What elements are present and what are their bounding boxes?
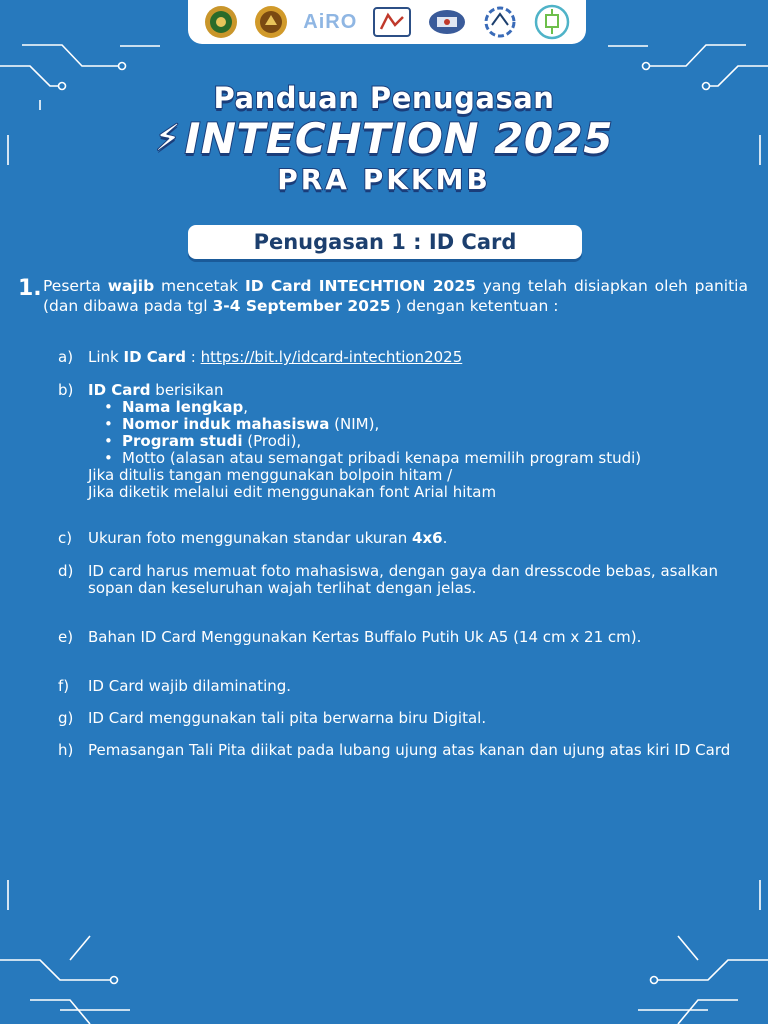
list-item-g: g) ID Card menggunakan tali pita berwarna biru Digital. xyxy=(58,709,487,727)
list-item-c: c) Ukuran foto menggunakan standar ukuran 4x6. xyxy=(58,529,448,547)
item-number: 1. xyxy=(18,276,42,301)
title-block xyxy=(0,80,768,198)
association-emblem-icon xyxy=(427,7,467,37)
event-name: INTECHTION 2025 xyxy=(184,114,614,163)
list-item: • Motto (alasan atau semangat pribadi kenapa memilih program studi) xyxy=(102,450,758,467)
club-emblem-icon xyxy=(373,7,411,37)
section-title: Penugasan 1 : ID Card xyxy=(188,225,582,259)
faculty-seal-icon xyxy=(254,5,288,39)
list-item: • Program studi (Prodi), xyxy=(102,433,758,450)
assignment-list xyxy=(18,276,748,759)
intro-paragraph: Peserta wajib mencetak ID Card INTECHTION 2025 yang telah disiapkan oleh panitia (dan dibawa pada tgl 3-4 September 2025 ) dengan ketentuan : xyxy=(43,277,748,315)
list-item-d: d) ID card harus memuat foto mahasiswa, dengan gaya dan dresscode bebas, asalkan sopan dan keseluruhan wajah terlihat dengan jelas. xyxy=(58,562,718,597)
list-item-e: e) Bahan ID Card Menggunakan Kertas Buffalo Putih Uk A5 (14 cm x 21 cm). xyxy=(58,628,642,646)
title-line-3: PRA PKKMB xyxy=(277,163,491,196)
logo-bar xyxy=(188,0,586,44)
list-item-b: b) ID Card berisikan • Nama lengkap, • Nomor induk mahasiswa (NIM), • Program studi (Prodi), • Motto (alasan atau semangat pribadi kenapa memilih program studi) Jika ditulis tangan menggunakan bolpoin hitam / Jika diketik melalui edit menggunakan font Arial hitam xyxy=(58,382,758,501)
title-line-2 xyxy=(155,116,613,162)
university-seal-icon xyxy=(204,5,238,39)
list-item-a: a) Link ID Card : https://bit.ly/idcard-intechtion2025 xyxy=(58,348,463,366)
title-line-1: Panduan Penugasan xyxy=(213,81,555,115)
list-item-h: h) Pemasangan Tali Pita diikat pada lubang ujung atas kanan dan ujung atas kiri ID Card xyxy=(58,741,731,759)
id-card-link[interactable]: https://bit.ly/idcard-intechtion2025 xyxy=(200,348,463,366)
list-item: • Nama lengkap, xyxy=(102,399,758,416)
list-item-f: f) ID Card wajib dilaminating. xyxy=(58,677,292,695)
id-card-contents xyxy=(88,399,758,467)
lightning-bolt-icon: ⚡ xyxy=(154,118,181,159)
ring-emblem-icon xyxy=(482,5,518,39)
note-line-1: Jika ditulis tangan menggunakan bolpoin hitam / xyxy=(88,466,453,484)
airo-logo: AiRO xyxy=(303,10,358,33)
note-line-2: Jika diketik melalui edit menggunakan font Arial hitam xyxy=(88,483,497,501)
tech-emblem-icon xyxy=(534,4,570,40)
list-item: • Nomor induk mahasiswa (NIM), xyxy=(102,416,758,433)
